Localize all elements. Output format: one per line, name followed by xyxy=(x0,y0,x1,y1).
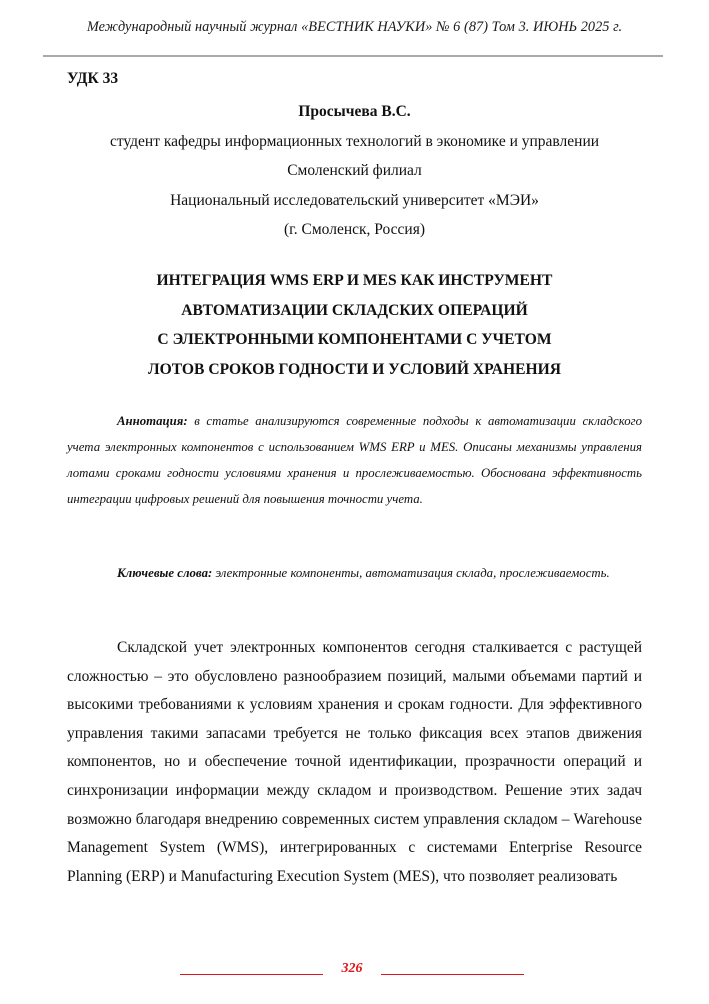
journal-running-header: Международный научный журнал «ВЕСТНИК НАУКИ» № 6 (87) Том 3. ИЮНЬ 2025 г. xyxy=(86,19,623,35)
abstract-label: Аннотация: xyxy=(117,414,188,428)
title-line: С ЭЛЕКТРОННЫМИ КОМПОНЕНТАМИ С УЧЕТОМ xyxy=(157,331,552,348)
author-name: Просычева В.С. xyxy=(298,103,411,120)
title-line: ЛОТОВ СРОКОВ ГОДНОСТИ И УСЛОВИЙ ХРАНЕНИЯ xyxy=(147,360,562,378)
header-divider xyxy=(43,55,663,57)
abstract-text: в статье анализируются современные подходы к автоматизации складского учета электронных компонентов с использованием WMS ERP и MES. Описаны механизмы управления лотами сроками годности условиями хранения и прослеживаемостью. Обоснована эффективность интеграции цифровых решений для повышения точности учета. xyxy=(67,414,642,506)
author-block xyxy=(0,97,709,245)
author-university: Национальный исследовательский университет «МЭИ» xyxy=(170,191,539,209)
title-line: ИНТЕГРАЦИЯ WMS ERP И MES КАК ИНСТРУМЕНТ xyxy=(156,272,553,289)
body-paragraph: Складской учет электронных компонентов сегодня сталкивается с растущей сложностью – это обусловлено разнообразием позиций, малыми объемами партий и высокими требованиями к условиям хранения и срокам годности. Для эффективного управления такими запасами требуется не только фиксация всех этапов движения компонентов, но и обеспечение точной идентификации, прозрачности операций и синхронизации информации между складом и производством. Решение этих задач возможно благодаря внедрению современных систем управления складом – Warehouse Management System (WMS), интегрированных с системами Enterprise Resource Planning (ERP) и Manufacturing Execution System (MES), что позволяет реализовать xyxy=(67,639,642,885)
page-number: 326 xyxy=(341,961,363,976)
footer-rule-left xyxy=(180,974,323,975)
udk-code: УДК 33 xyxy=(67,70,119,87)
article-title xyxy=(0,266,709,384)
page-footer xyxy=(0,961,709,981)
keywords-label: Ключевые слова: xyxy=(117,566,213,580)
keywords xyxy=(67,560,642,586)
title-line: АВТОМАТИЗАЦИИ СКЛАДСКИХ ОПЕРАЦИЙ xyxy=(181,301,528,319)
abstract xyxy=(67,408,642,512)
author-position: студент кафедры информационных технологий в экономике и управлении xyxy=(109,132,600,150)
footer-rule-right xyxy=(381,974,524,975)
author-branch: Смоленский филиал xyxy=(287,162,422,179)
keywords-text: электронные компоненты, автоматизация склада, прослеживаемость. xyxy=(215,566,610,580)
author-location: (г. Смоленск, Россия) xyxy=(284,221,425,238)
